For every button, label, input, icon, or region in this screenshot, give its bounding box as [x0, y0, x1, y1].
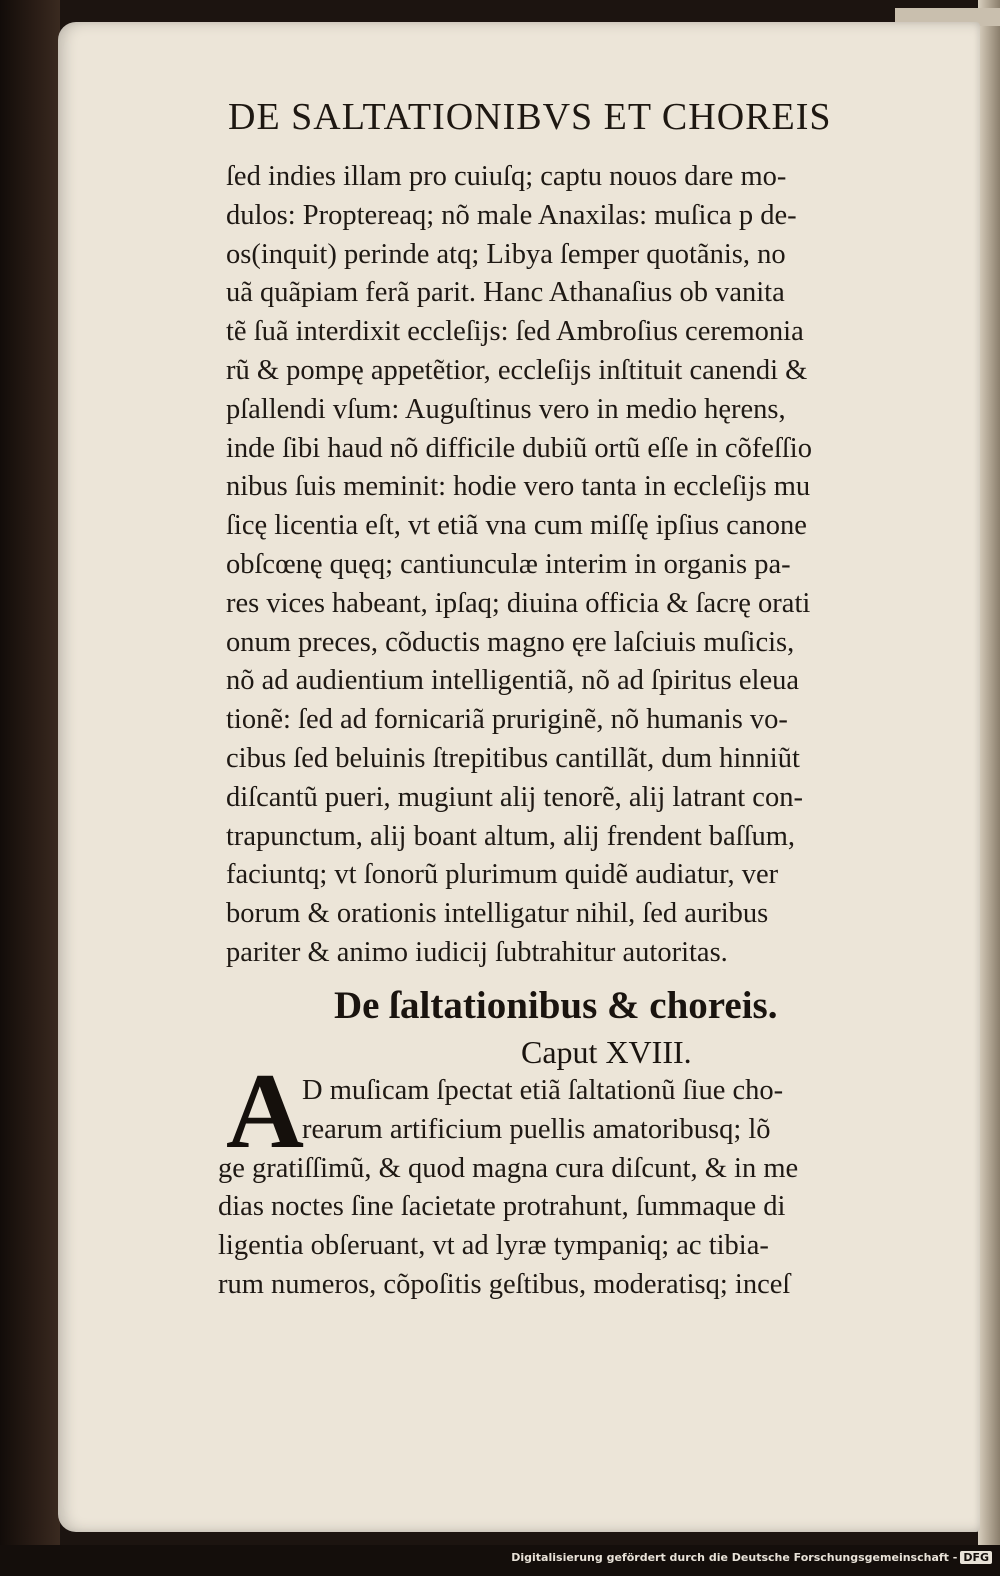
paragraph-2	[218, 1072, 798, 1305]
page-edge-stack	[978, 0, 1000, 1545]
drop-cap: A	[226, 1052, 304, 1171]
text-line: pariter & animo iudicij ſubtrahitur autoritas.	[226, 936, 728, 968]
text-line: nõ ad audientium intelligentiã, nõ ad ſpiritus eleua	[226, 665, 800, 697]
text-line: uã quãpiam ferã parit. Hanc Athanaſius ob vanita	[226, 277, 785, 309]
text-line: ſicę licentia eſt, vt etiã vna cum miſſę ipſius canone	[226, 510, 807, 542]
text-line: nibus ſuis meminit: hodie vero tanta in eccleſijs mu	[226, 471, 811, 503]
text-line: cibus ſed beluinis ſtrepitibus cantillãt, dum hinniũt	[226, 742, 800, 774]
dfg-logo: DFG	[960, 1551, 992, 1564]
text-line: trapunctum, alij boant altum, alij frendent baſſum,	[226, 820, 796, 852]
text-line: obſcœnę quęq; cantiunculæ interim in organis pa-	[226, 548, 791, 580]
text-line: inde ſibi haud nõ difficile dubiũ ortũ eſſe in cõfeſſio	[226, 432, 812, 464]
text-line: faciuntq; vt ſonorũ plurimum quidẽ audiatur, ver	[226, 859, 779, 891]
text-line: onum preces, cõductis magno ęre laſciuis muſicis,	[226, 626, 795, 658]
text-line: dias noctes ſine ſacietate protrahunt, ſummaque di	[218, 1191, 786, 1223]
text-line: D muſicam ſpectat etiã ſaltationũ ſiue cho-	[302, 1075, 784, 1106]
text-line: diſcantũ pueri, mugiunt alij tenorẽ, alij latrant con-	[226, 781, 803, 813]
text-line: os(inquit) perinde atq; Libya ſemper quotãnis, no	[226, 238, 786, 270]
text-line: dulos: Proptereaq; nõ male Anaxilas: muſica p de-	[226, 199, 797, 231]
chapter-number: Caput XVIII.	[521, 1034, 692, 1070]
digitization-credit	[511, 1551, 992, 1564]
text-line: rearum artificium puellis amatoribusq; lõ	[302, 1113, 771, 1145]
credit-text: Digitalisierung gefördert durch die Deutsche Forschungsgemeinschaft -	[511, 1551, 958, 1564]
text-line: tionẽ: ſed ad fornicariã pruriginẽ, nõ humanis vo-	[226, 704, 788, 736]
text-line: rum numeros, cõpoſitis geſtibus, moderatisq; inceſ	[218, 1268, 791, 1300]
chapter-title: De ſaltationibus & choreis.	[334, 984, 778, 1027]
text-line: res vices habeant, ipſaq; diuina officia & ſacrę orati	[226, 587, 811, 619]
text-line: ſed indies illam pro cuiuſq; captu nouos dare mo-	[226, 161, 787, 192]
running-head: DE SALTATIONIBVS ET CHOREIS	[228, 96, 832, 138]
paragraph-1	[226, 158, 812, 973]
text-line: tẽ ſuã interdixit eccleſijs: ſed Ambroſius ceremonia	[226, 316, 804, 348]
book-spine-shadow	[0, 0, 60, 1576]
text-line: rũ & pompę appetẽtior, eccleſijs inſtituit canendi &	[226, 354, 808, 386]
text-line: borum & orationis intelligatur nihil, ſed auribus	[226, 898, 769, 930]
text-line: pſallendi vſum: Auguſtinus vero in medio hęrens,	[226, 393, 786, 425]
text-line: ligentia obſeruant, vt ad lyræ tympaniq; ac tibia-	[218, 1230, 769, 1262]
text-line: ge gratiſſimũ, & quod magna cura diſcunt, & in me	[218, 1152, 799, 1184]
